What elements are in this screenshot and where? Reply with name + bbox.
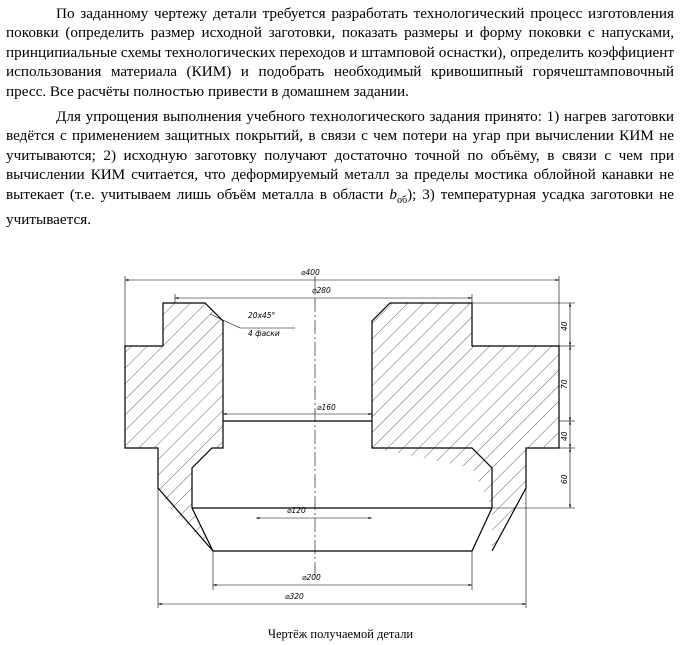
dim-d200: ⌀200	[302, 573, 321, 582]
part-drawing	[95, 258, 595, 618]
task-text	[6, 4, 674, 230]
dim-d320: ⌀320	[285, 592, 304, 601]
dim-h60: 60	[560, 474, 569, 484]
paragraph-2-start: Для упрощения выполнения учебного технологического задания принято: 1) нагрев заготовки ведётся с применением защитных покрытий, в связи с чем потери на угар при вычислении КИМ не учитываются; 2) исходную заготовку получают достаточно точной по объёму, в связи с чем при вычислении КИМ считается, что деформируемый металл за пределы мостика облойной канавки не вытекает (т.е. учитываем лишь объём металла в области	[6, 108, 674, 203]
dim-d280: ⌀280	[312, 286, 331, 295]
dim-h40-top: 40	[560, 321, 569, 331]
figure-caption: Чертёж получаемой детали	[267, 627, 414, 641]
chamfer-note-2: 4 фаски	[248, 329, 280, 338]
b-ob-variable: b	[389, 185, 397, 203]
paragraph-2-end: ); 3) температурная усадка заготовки не учитывается.	[6, 185, 674, 229]
dim-d120: ⌀120	[287, 506, 306, 515]
section-hatch-left	[125, 303, 223, 551]
b-ob-subscript: об	[396, 194, 408, 206]
dim-h40-mid: 40	[560, 431, 569, 441]
dim-d160: ⌀160	[317, 403, 336, 412]
chamfer-note-1: 20x45°	[248, 311, 276, 320]
dim-h70: 70	[560, 379, 569, 389]
paragraph-2	[6, 107, 674, 229]
paragraph-1: По заданному чертежу детали требуется разработать технологический процесс изготовления поковки (определить размер исходной заготовки, показать размеры и форму поковки с напусками, принципиальные схемы технологических переходов и штамповой оснастки), определить коэффициент использования материала (КИМ) и подобрать необходимый кривошипный горячештамповочный пресс. Все расчёты полностью привести в домашнем задании.	[6, 5, 674, 100]
dim-d400: ⌀400	[301, 268, 320, 277]
section-hatch-right	[372, 303, 559, 551]
